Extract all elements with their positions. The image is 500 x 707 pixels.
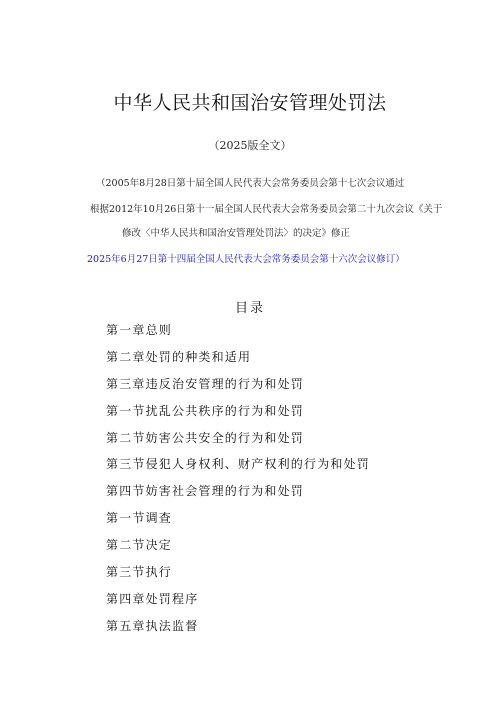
history-line-3: 修改〈中华人民共和国治安管理处罚法〉的决定》修正 xyxy=(122,228,351,239)
toc-item: 第二节妨害公共安全的行为和处罚 xyxy=(106,430,305,445)
edition-label: （2025版全文） xyxy=(208,139,292,152)
toc-item: 第三节侵犯人身权利、财产权利的行为和处罚 xyxy=(106,457,371,472)
toc-item: 第二章处罚的种类和适用 xyxy=(106,349,252,364)
toc-item: 第三章违反治安管理的行为和处罚 xyxy=(106,376,305,391)
table-of-contents xyxy=(106,322,370,645)
history-line-2: 根据2012年10月26日第十一届全国人民代表大会常务委员会第二十九次会议《关于 xyxy=(90,204,443,215)
amendment-line: 2025年6月27日第十四届全国人民代表大会常务委员会第十六次会议修订） xyxy=(87,254,405,265)
toc-item: 第一章总则 xyxy=(106,323,173,337)
toc-item: 第四章处罚程序 xyxy=(106,591,199,606)
history-line-1: （2005年8月28日第十届全国人民代表大会常务委员会第十七次会议通过 xyxy=(96,178,405,189)
toc-item: 第四节妨害社会管理的行为和处罚 xyxy=(106,484,305,499)
toc-heading: 目录 xyxy=(234,301,265,316)
toc-item: 第五章执法监督 xyxy=(106,618,199,633)
document-title: 中华人民共和国治安管理处罚法 xyxy=(113,92,387,114)
toc-item: 第三节执行 xyxy=(106,565,173,580)
toc-item: 第二节决定 xyxy=(106,538,173,553)
toc-item: 第一节扰乱公共秩序的行为和处罚 xyxy=(106,403,305,418)
toc-item: 第一节调查 xyxy=(106,511,173,526)
